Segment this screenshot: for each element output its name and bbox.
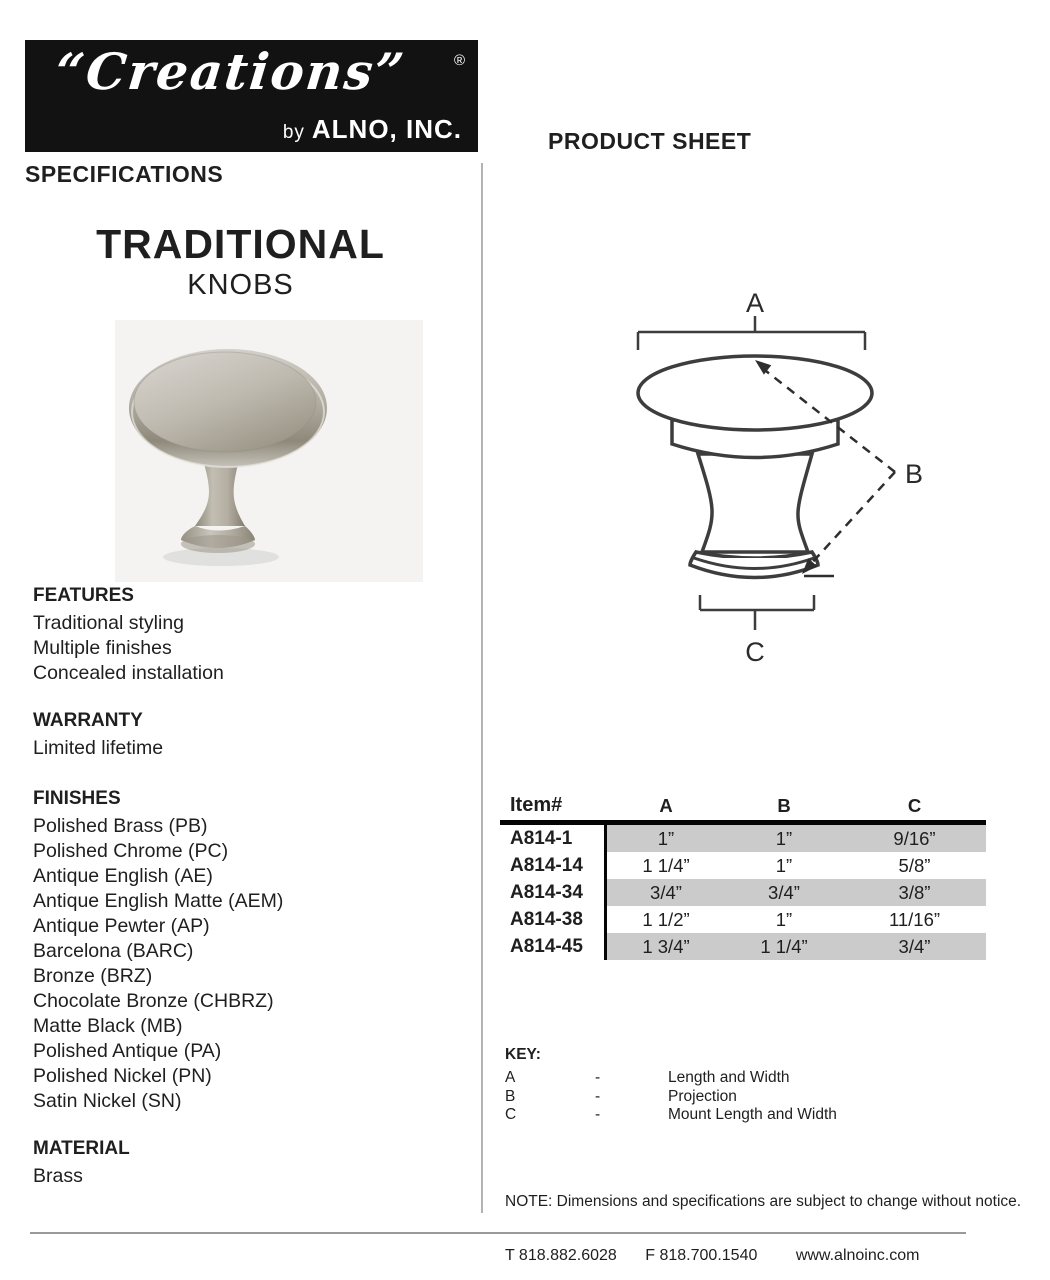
- finishes-heading: FINISHES: [33, 788, 121, 809]
- dim-a: 1 1/2”: [642, 908, 690, 930]
- footer-fax: F 818.700.1540: [645, 1247, 758, 1264]
- dim-c: 11/16”: [888, 908, 941, 930]
- key-section: [505, 1046, 837, 1125]
- size-table-body: [500, 825, 986, 960]
- key-letter: C: [505, 1106, 517, 1123]
- feature-item: Concealed installation: [33, 662, 224, 684]
- dim-b: 1”: [775, 854, 793, 876]
- item-number: A814-14: [500, 852, 607, 879]
- dim-a: 1 3/4”: [642, 935, 690, 957]
- dimension-diagram-image: [618, 286, 930, 668]
- column-divider: [481, 163, 483, 1213]
- footer-contact: [505, 1247, 919, 1265]
- material-heading: MATERIAL: [33, 1138, 130, 1159]
- column-header-c: C: [907, 795, 922, 816]
- logo-company-text: ALNO, INC.: [311, 114, 462, 144]
- finish-item: Antique English (AE): [33, 865, 213, 887]
- dim-c: 5/8”: [898, 854, 931, 876]
- table-column-divider: [604, 825, 607, 960]
- dim-b: 1”: [775, 827, 793, 849]
- dim-a: 1 1/4”: [642, 854, 690, 876]
- key-meaning: Length and Width: [668, 1069, 790, 1086]
- finish-item: Polished Antique (PA): [33, 1040, 222, 1062]
- column-header-a: A: [659, 795, 673, 816]
- key-heading: KEY:: [505, 1046, 541, 1063]
- features-heading: FEATURES: [33, 585, 134, 606]
- product-subtitle: KNOBS: [187, 269, 294, 301]
- warranty-heading: WARRANTY: [33, 710, 143, 731]
- dimension-diagram: [618, 286, 930, 668]
- dim-c: 9/16”: [893, 827, 936, 849]
- finish-item: Chocolate Bronze (CHBRZ): [33, 990, 274, 1012]
- finish-item: Polished Brass (PB): [33, 815, 208, 837]
- table-row: [500, 879, 986, 906]
- key-letter: A: [505, 1069, 516, 1086]
- diagram-label-c: C: [745, 637, 765, 667]
- finish-item: Matte Black (MB): [33, 1015, 183, 1037]
- dim-b: 1 1/4”: [760, 935, 808, 957]
- key-row: [505, 1088, 837, 1107]
- product-title: TRADITIONAL: [96, 221, 385, 267]
- item-number: A814-45: [500, 933, 607, 960]
- specifications-heading: SPECIFICATIONS: [25, 161, 224, 187]
- product-sheet-heading: PRODUCT SHEET: [548, 128, 752, 154]
- item-number: A814-34: [500, 879, 607, 906]
- finish-item: Antique English Matte (AEM): [33, 890, 284, 912]
- creations-logo: [25, 40, 478, 152]
- table-row: [500, 906, 986, 933]
- logo-byline: [283, 114, 462, 145]
- size-table: [500, 794, 986, 960]
- finish-item: Polished Chrome (PC): [33, 840, 229, 862]
- column-header-b: B: [777, 795, 791, 816]
- key-meaning: Mount Length and Width: [668, 1106, 837, 1123]
- material-section: [33, 1136, 130, 1189]
- warranty-item: Limited lifetime: [33, 737, 164, 759]
- knob-photo: [115, 320, 423, 582]
- logo-by-text: by: [282, 122, 305, 143]
- dim-a: 3/4”: [650, 881, 682, 903]
- key-row: [505, 1069, 837, 1088]
- finish-item: Bronze (BRZ): [33, 965, 153, 987]
- item-number: A814-38: [500, 906, 607, 933]
- dim-c: 3/4”: [898, 935, 931, 957]
- features-section: [33, 583, 224, 686]
- key-meaning: Projection: [668, 1087, 737, 1105]
- dim-c: 3/8”: [898, 881, 931, 903]
- key-dash: -: [595, 1106, 601, 1123]
- diagram-label-b: B: [905, 459, 924, 489]
- finish-item: Polished Nickel (PN): [33, 1065, 212, 1087]
- finish-item: Barcelona (BARC): [33, 940, 194, 962]
- knob-photo-image: [115, 320, 423, 582]
- finish-item: Antique Pewter (AP): [33, 915, 210, 937]
- feature-item: Traditional styling: [33, 612, 185, 634]
- diagram-label-a: A: [745, 288, 765, 318]
- finishes-section: [33, 786, 283, 1114]
- table-row: [500, 852, 986, 879]
- logo-script-text: “Creations”: [52, 42, 409, 101]
- dim-a: 1”: [657, 827, 675, 849]
- footer-phone: T 818.882.6028: [505, 1247, 617, 1264]
- item-number: A814-1: [500, 825, 607, 852]
- table-row: [500, 825, 986, 852]
- material-item: Brass: [33, 1165, 83, 1187]
- footer-website: www.alnoinc.com: [795, 1247, 920, 1264]
- key-dash: -: [595, 1069, 601, 1086]
- feature-item: Multiple finishes: [33, 637, 172, 659]
- footer-rule: [30, 1232, 966, 1234]
- column-header-item: Item#: [510, 794, 563, 816]
- finish-item: Satin Nickel (SN): [33, 1090, 182, 1112]
- warranty-section: [33, 708, 163, 761]
- table-row: [500, 933, 986, 960]
- key-letter: B: [505, 1087, 516, 1105]
- dim-b: 1”: [775, 908, 793, 930]
- size-table-header: [500, 794, 986, 825]
- registered-trademark-icon: ®: [453, 52, 465, 69]
- note-text: NOTE: Dimensions and specifications are subject to change without notice.: [505, 1193, 1022, 1210]
- key-row: [505, 1106, 837, 1125]
- dim-b: 3/4”: [768, 881, 800, 903]
- key-dash: -: [595, 1087, 601, 1105]
